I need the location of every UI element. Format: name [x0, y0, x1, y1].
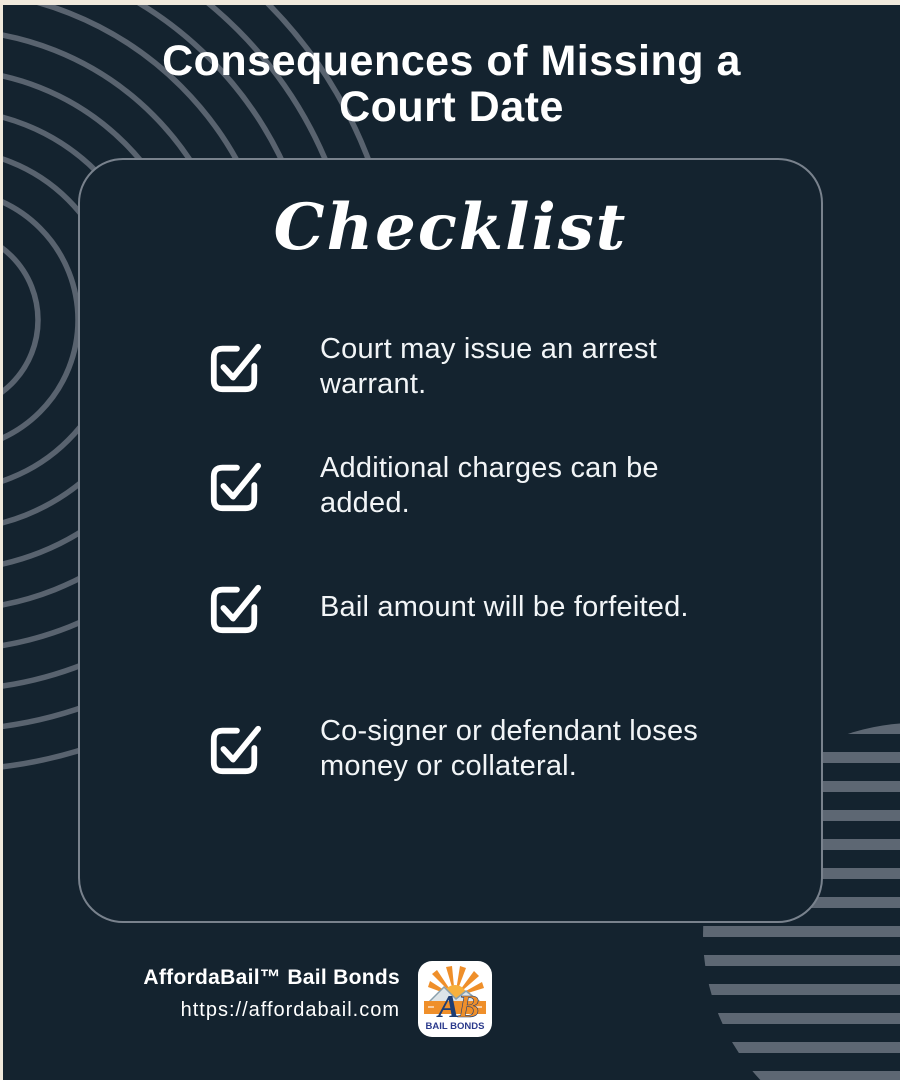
checklist-item-text: Court may issue an arrest warrant.: [320, 333, 658, 401]
page-title: [3, 38, 900, 131]
checklist-heading: Checklist: [273, 190, 628, 265]
logo-letter-a: A: [438, 988, 460, 1024]
checklist-item: [208, 714, 745, 785]
company-name: AffordaBail™ Bail Bonds: [143, 966, 400, 989]
company-logo: [418, 961, 492, 1037]
checklist-item-text: Additional charges can be added.: [320, 452, 659, 520]
checklist-item: [208, 332, 745, 403]
website-url[interactable]: https://affordabail.com: [180, 999, 400, 1021]
checklist-item: [208, 581, 745, 635]
checklist-card: [78, 158, 823, 923]
page-title-line1: Consequences of Missing a: [162, 37, 741, 85]
footer: [143, 966, 400, 1022]
logo-letter-b: B: [458, 988, 480, 1024]
checkbox-checked-icon: [208, 722, 262, 776]
checkbox-checked-icon: [208, 581, 262, 635]
poster-background: [3, 5, 900, 1080]
checklist-item-text: Bail amount will be forfeited.: [320, 591, 689, 624]
checkbox-checked-icon: [208, 340, 262, 394]
checklist-item: [208, 451, 745, 522]
checkbox-checked-icon: [208, 459, 262, 513]
logo-caption: BAIL BONDS: [425, 1021, 485, 1032]
page-title-line2: Court Date: [339, 83, 564, 132]
checklist-item-text: Co-signer or defendant loses money or collateral.: [320, 715, 698, 783]
